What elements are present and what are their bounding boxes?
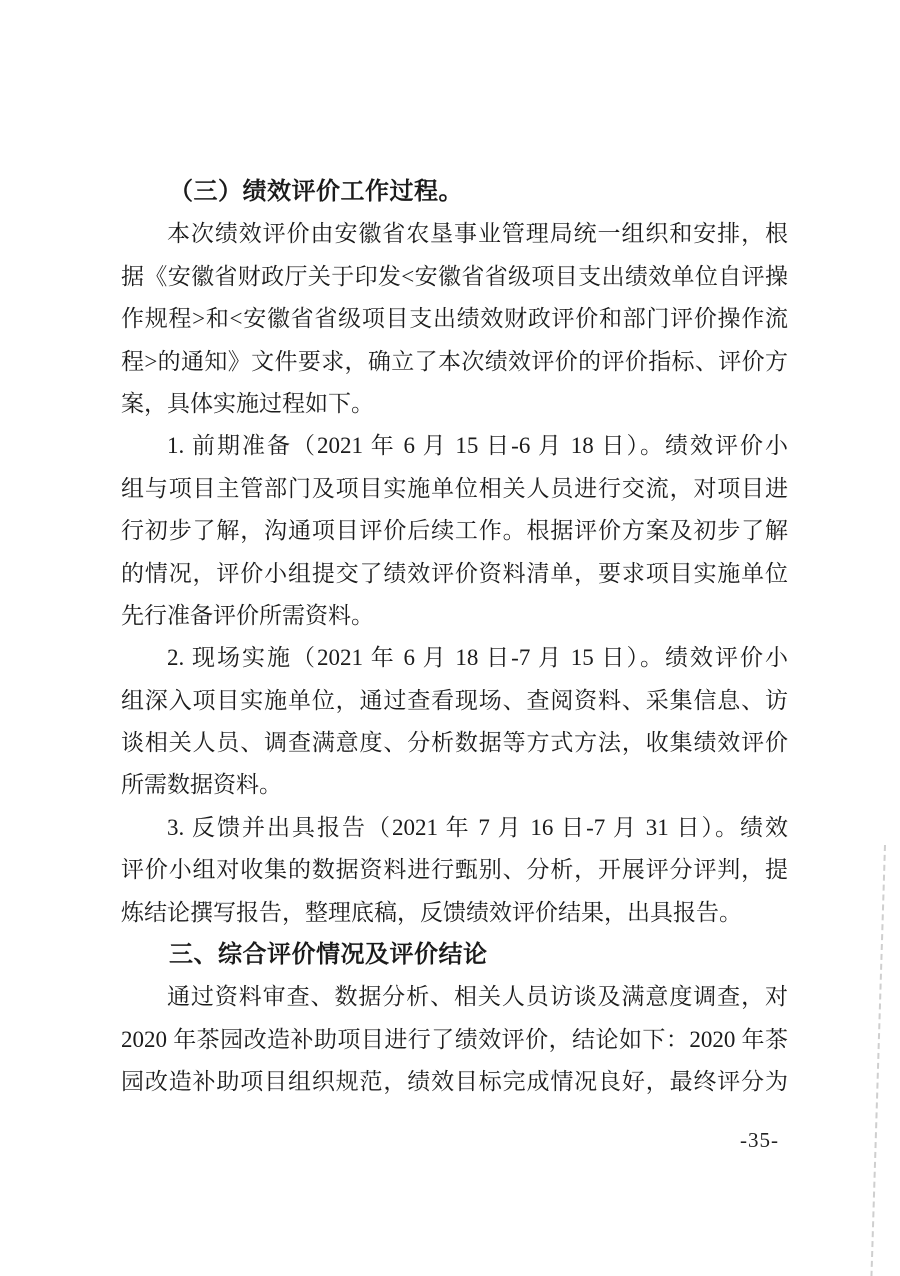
text-line: 2020 年茶园改造补助项目进行了绩效评价，结论如下：2020 年茶: [121, 1026, 788, 1052]
text-line: 1. 前期准备（2021 年 6 月 15 日-6 月 18 日）。绩效评价小: [167, 433, 788, 459]
scan-artifact-line: [870, 845, 886, 1276]
text-line: 据《安徽省财政厅关于印发<安徽省省级项目支出绩效单位自评操: [121, 263, 788, 289]
text-line: 案，具体实施过程如下。: [121, 390, 374, 416]
page-number: -35-: [740, 1128, 779, 1152]
text-line: 2. 现场实施（2021 年 6 月 18 日-7 月 15 日）。绩效评价小: [167, 645, 788, 671]
text-line: 评价小组对收集的数据资料进行甄别、分析，开展评分评判，提: [121, 857, 788, 883]
text-line: 通过资料审查、数据分析、相关人员访谈及满意度调查，对: [167, 984, 788, 1010]
text-line: 的情况，评价小组提交了绩效评价资料清单，要求项目实施单位: [121, 560, 788, 586]
text-line: 程>的通知》文件要求，确立了本次绩效评价的评价指标、评价方: [121, 348, 788, 374]
section-heading: （三）绩效评价工作过程。: [169, 179, 463, 205]
text-line: 组与项目主管部门及项目实施单位相关人员进行交流，对项目进: [121, 475, 788, 501]
text-line: 作规程>和<安徽省省级项目支出绩效财政评价和部门评价操作流: [121, 306, 788, 332]
text-block: [121, 171, 788, 1104]
text-line: 园改造补助项目组织规范，绩效目标完成情况良好，最终评分为: [121, 1069, 788, 1095]
text-line: 先行准备评价所需资料。: [121, 602, 374, 628]
text-line: 所需数据资料。: [121, 772, 282, 798]
text-line: 本次绩效评价由安徽省农垦事业管理局统一组织和安排，根: [167, 221, 788, 247]
text-line: 3. 反馈并出具报告（2021 年 7 月 16 日-7 月 31 日）。绩效: [167, 814, 788, 840]
text-line: 炼结论撰写报告，整理底稿，反馈绩效评价结果，出具报告。: [121, 899, 742, 925]
text-line: 组深入项目实施单位，通过查看现场、查阅资料、采集信息、访: [121, 687, 788, 713]
section-heading: 三、综合评价情况及评价结论: [169, 942, 488, 969]
text-line: 行初步了解，沟通项目评价后续工作。根据评价方案及初步了解: [121, 518, 788, 544]
text-line: 谈相关人员、调查满意度、分析数据等方式方法，收集绩效评价: [121, 730, 788, 756]
